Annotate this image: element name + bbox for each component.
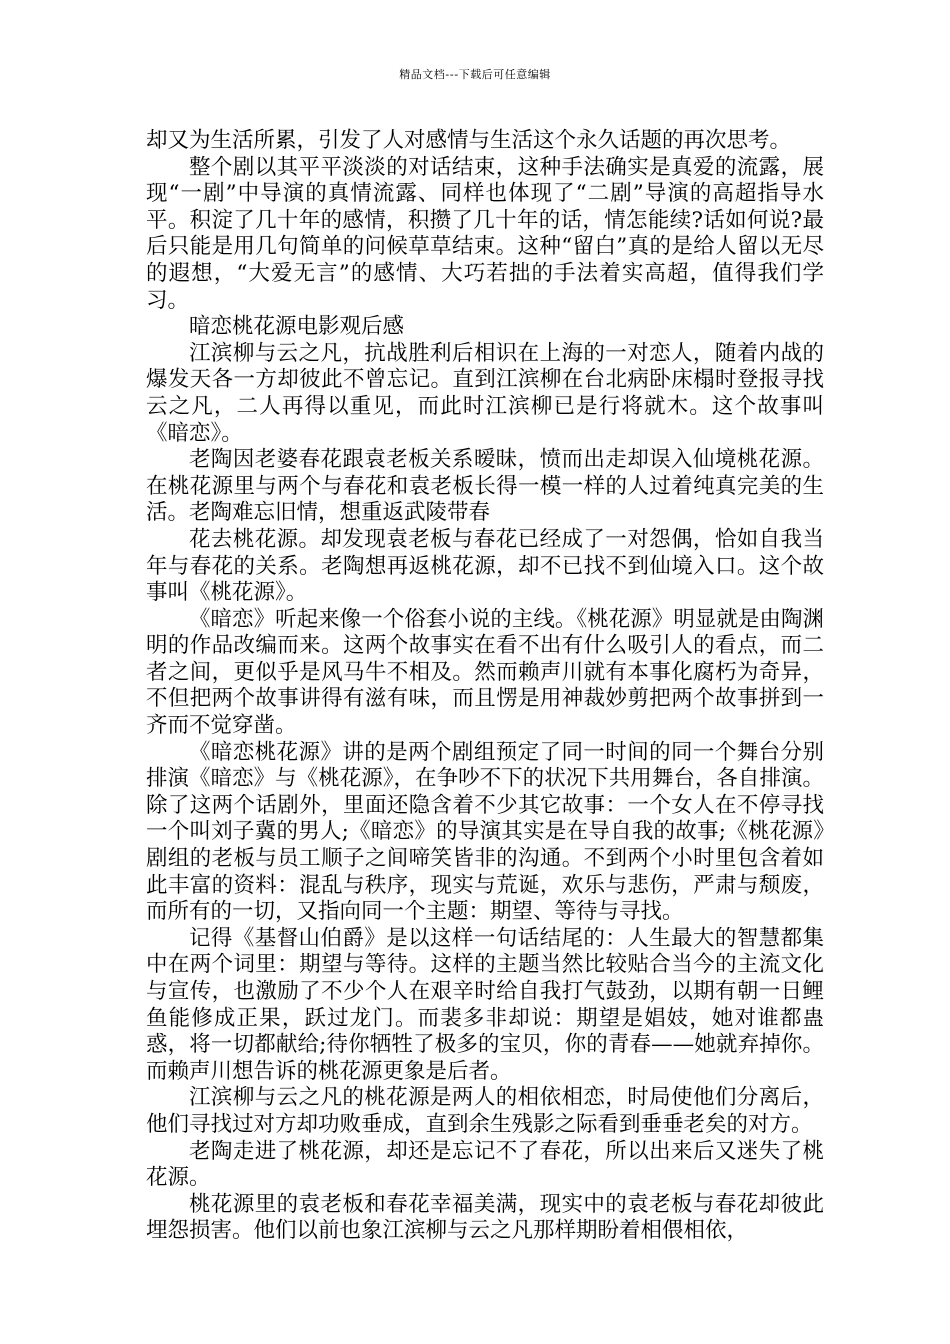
paragraph: 记得《基督山伯爵》是以这样一句话结尾的：人生最大的智慧都集中在两个词里：期望与等待。这样的主题当然比较贴合当今的主流文化与宣传，也激励了不少个人在艰辛时给自我打气鼓劲，以期有朝一日鲤鱼能修成正果，跃过龙门。而裴多非却说：期望是娼妓，她对谁都蛊惑，将一切都献给;待你牺牲了极多的宝贝，你的青春——她就弃掉你。而赖声川想告诉的桃花源更象是后者。 <box>146 925 824 1084</box>
paragraph: 老陶走进了桃花源，却还是忘记不了春花，所以出来后又迷失了桃花源。 <box>146 1138 824 1191</box>
paragraph: 整个剧以其平平淡淡的对话结束，这种手法确实是真爱的流露，展现“一剧”中导演的真情流露、同样也体现了“二剧”导演的高超指导水平。积淀了几十年的感情，积攒了几十年的话，情怎能续?话如何说?最后只能是用几句简单的问候草草结束。这种“留白”真的是给人留以无尽的遐想，“大爱无言”的感情、大巧若拙的手法着实高超，值得我们学习。 <box>146 154 824 313</box>
page-header: 精品文档---下载后可任意编辑 <box>399 68 551 81</box>
paragraph: 老陶因老婆春花跟袁老板关系暧昧，愤而出走却误入仙境桃花源。在桃花源里与两个与春花和袁老板长得一模一样的人过着纯真完美的生活。老陶难忘旧情，想重返武陵带春 <box>146 447 824 526</box>
paragraph: 江滨柳与云之凡的桃花源是两人的相依相恋，时局使他们分离后，他们寻找过对方却功败垂成，直到余生残影之际看到垂垂老矣的对方。 <box>146 1085 824 1137</box>
paragraph: 花去桃花源。却发现袁老板与春花已经成了一对怨偶，恰如自我当年与春花的关系。老陶想再返桃花源，却不已找不到仙境入口。这个故事叫《桃花源》。 <box>146 526 824 606</box>
paragraph: 桃花源里的袁老板和春花幸福美满，现实中的袁老板与春花却彼此埋怨损害。他们以前也象江滨柳与云之凡那样期盼着相偎相依， <box>146 1191 824 1244</box>
paragraph: 《暗恋》听起来像一个俗套小说的主线。《桃花源》明显就是由陶渊明的作品改编而来。这两个故事实在看不出有什么吸引人的看点，而二者之间，更似乎是风马牛不相及。然而赖声川就有本事化腐朽为奇异，不但把两个故事讲得有滋有味，而且愣是用神裁妙剪把两个故事拼到一齐而不觉穿凿。 <box>146 606 824 739</box>
section-title: 暗恋桃花源电影观后感 <box>189 314 405 340</box>
document-body <box>146 128 824 1245</box>
paragraph: 却又为生活所累，引发了人对感情与生活这个永久话题的再次思考。 <box>146 128 792 153</box>
paragraph: 江滨柳与云之凡，抗战胜利后相识在上海的一对恋人，随着内战的爆发天各一方却彼此不曾忘记。直到江滨柳在台北病卧床榻时登报寻找云之凡，二人再得以重见，而此时江滨柳已是行将就木。这个故事叫《暗恋》。 <box>146 340 824 446</box>
paragraph: 《暗恋桃花源》讲的是两个剧组预定了同一时间的同一个舞台分别排演《暗恋》与《桃花源》，在争吵不下的状况下共用舞台，各自排演。除了这两个话剧外，里面还隐含着不少其它故事：一个女人在不停寻找一个叫刘子冀的男人;《暗恋》的导演其实是在导自我的故事;《桃花源》剧组的老板与员工顺子之间啼笑皆非的沟通。不到两个小时里包含着如此丰富的资料：混乱与秩序，现实与荒诞，欢乐与悲伤，严肃与颓废，而所有的一切，又指向同一个主题：期望、等待与寻找。 <box>146 739 824 925</box>
